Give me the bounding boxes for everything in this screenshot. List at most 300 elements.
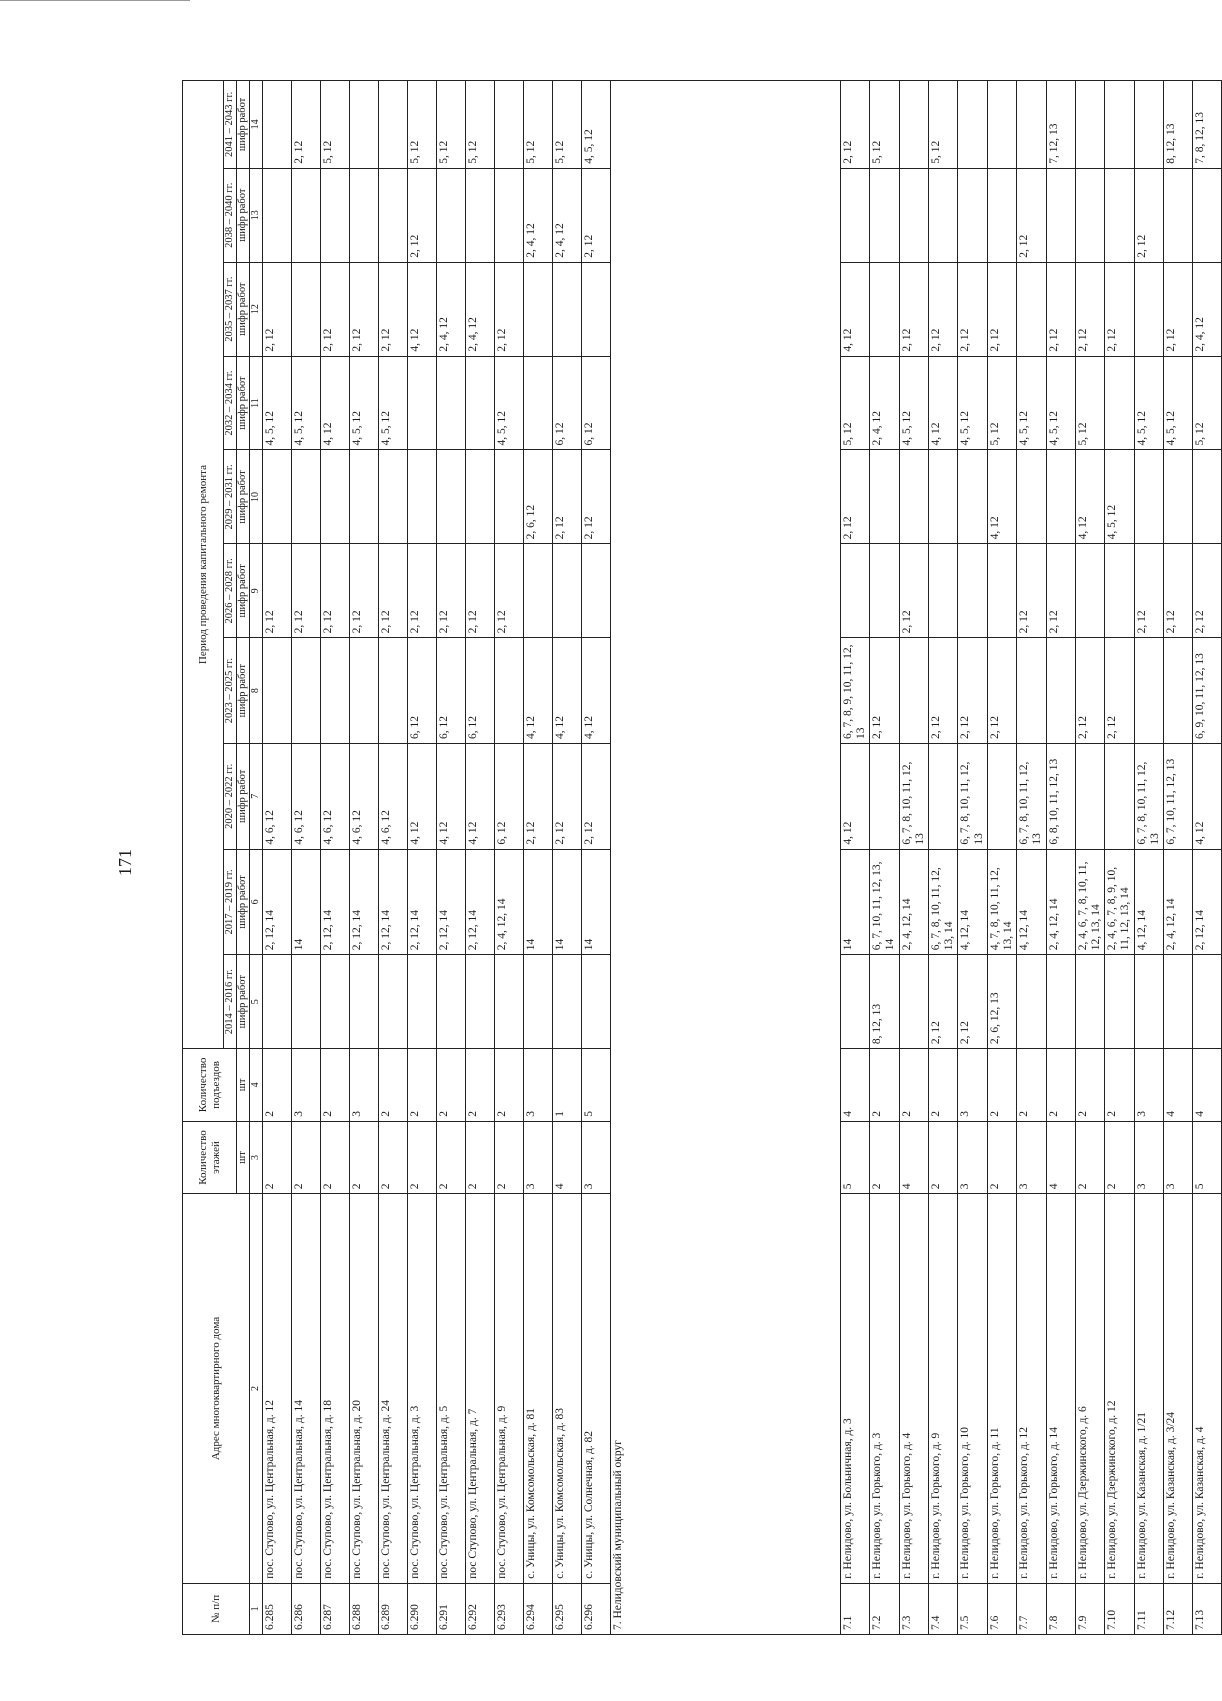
row-work-codes bbox=[840, 544, 869, 638]
row-work-codes: 6, 7, 8, 10, 11, 12, 13 bbox=[958, 743, 987, 849]
row-work-codes: 5, 12 bbox=[523, 81, 552, 169]
row-work-codes: 2, 6, 12 bbox=[523, 450, 552, 544]
row-address: пос. Ступово, ул. Центральная, д. 20 bbox=[349, 1194, 378, 1584]
row-floors: 2 bbox=[1105, 1121, 1134, 1194]
row-work-codes: 4, 5, 12 bbox=[494, 356, 523, 450]
row-work-codes bbox=[987, 81, 1016, 169]
row-work-codes: 4, 5, 12 bbox=[1164, 356, 1193, 450]
row-work-codes: 2, 4, 6, 7, 8, 9, 10, 11, 12, 13, 14 bbox=[1105, 849, 1134, 955]
row-work-codes bbox=[262, 81, 291, 169]
row-work-codes bbox=[465, 356, 494, 450]
row-work-codes: 2, 12 bbox=[840, 81, 869, 169]
row-work-codes: 4, 12 bbox=[840, 262, 869, 356]
table-row bbox=[407, 81, 436, 1635]
header-column-number: 12 bbox=[250, 262, 263, 356]
row-address: г. Нелидово, ул. Горького, д. 10 bbox=[958, 1194, 987, 1584]
header-column-number: 3 bbox=[250, 1121, 263, 1194]
row-address: г. Нелидово, ул. Больничная, д. 3 bbox=[840, 1194, 869, 1584]
header-column-number: 14 bbox=[250, 81, 263, 169]
row-work-codes bbox=[349, 638, 378, 744]
row-work-codes bbox=[407, 955, 436, 1049]
row-work-codes: 2, 12 bbox=[1164, 262, 1193, 356]
row-work-codes: 2, 12 bbox=[581, 743, 610, 849]
header-work-code: шифр работ bbox=[237, 743, 250, 849]
header-column-number: 10 bbox=[250, 450, 263, 544]
row-floors: 4 bbox=[899, 1121, 928, 1194]
row-work-codes bbox=[928, 450, 957, 544]
row-work-codes: 5, 12 bbox=[552, 81, 581, 169]
row-entrances: 4 bbox=[840, 1049, 869, 1122]
row-floors: 2 bbox=[262, 1121, 291, 1194]
row-work-codes: 4, 5, 12 bbox=[1046, 356, 1075, 450]
row-work-codes bbox=[349, 168, 378, 262]
row-entrances: 2 bbox=[928, 1049, 957, 1122]
header-work-code: шифр работ bbox=[237, 955, 250, 1049]
row-address: пос Ступово, ул. Центральная, д. 7 bbox=[465, 1194, 494, 1584]
row-work-codes: 2, 12 bbox=[928, 262, 957, 356]
row-work-codes bbox=[436, 955, 465, 1049]
row-entrances: 2 bbox=[870, 1049, 899, 1122]
row-floors: 3 bbox=[523, 1121, 552, 1194]
row-work-codes: 4, 12 bbox=[1193, 743, 1222, 849]
row-work-codes bbox=[899, 450, 928, 544]
row-work-codes: 6, 7, 8, 10, 11, 12, 13 bbox=[899, 743, 928, 849]
row-work-codes: 2, 12 bbox=[1017, 168, 1046, 262]
row-work-codes bbox=[1193, 955, 1222, 1049]
row-work-codes: 2, 12 bbox=[494, 544, 523, 638]
row-number: 6.293 bbox=[494, 1583, 523, 1634]
header-floors: Количество этажей bbox=[183, 1121, 237, 1194]
row-work-codes: 2, 12 bbox=[581, 168, 610, 262]
table-row bbox=[1193, 81, 1222, 1635]
row-work-codes: 2, 12 bbox=[320, 544, 349, 638]
row-entrances: 3 bbox=[349, 1049, 378, 1122]
row-work-codes: 2, 12 bbox=[958, 955, 987, 1049]
row-work-codes bbox=[1075, 168, 1104, 262]
row-work-codes: 6, 12 bbox=[465, 638, 494, 744]
header-column-number: 6 bbox=[250, 849, 263, 955]
row-floors: 3 bbox=[958, 1121, 987, 1194]
row-work-codes: 6, 12 bbox=[552, 356, 581, 450]
row-work-codes bbox=[523, 356, 552, 450]
row-work-codes: 8, 12, 13 bbox=[870, 955, 899, 1049]
row-work-codes: 6, 7, 8, 10, 11, 12, 13 bbox=[1134, 743, 1163, 849]
row-work-codes: 6, 12 bbox=[494, 743, 523, 849]
row-floors: 2 bbox=[349, 1121, 378, 1194]
row-work-codes bbox=[436, 168, 465, 262]
row-work-codes: 2, 12 bbox=[928, 638, 957, 744]
row-work-codes: 4, 5, 12 bbox=[349, 356, 378, 450]
row-work-codes: 2, 12 bbox=[1105, 262, 1134, 356]
row-work-codes: 2, 12 bbox=[840, 450, 869, 544]
row-floors: 2 bbox=[320, 1121, 349, 1194]
row-work-codes: 4, 12 bbox=[1075, 450, 1104, 544]
row-work-codes: 4, 6, 12 bbox=[320, 743, 349, 849]
row-work-codes: 2, 12 bbox=[1105, 638, 1134, 744]
row-address: г. Нелидово, ул. Горького, д. 4 bbox=[899, 1194, 928, 1584]
row-work-codes bbox=[1105, 544, 1134, 638]
row-entrances: 3 bbox=[291, 1049, 320, 1122]
row-work-codes bbox=[928, 168, 957, 262]
section-title: 7. Нелидовский муниципальный округ bbox=[610, 81, 840, 1635]
row-work-codes bbox=[1046, 955, 1075, 1049]
row-entrances: 2 bbox=[262, 1049, 291, 1122]
row-work-codes: 4, 12 bbox=[436, 743, 465, 849]
row-work-codes: 4, 12 bbox=[407, 262, 436, 356]
row-work-codes: 2, 12 bbox=[1046, 544, 1075, 638]
row-address: пос. Ступово, ул. Центральная, д. 5 bbox=[436, 1194, 465, 1584]
row-work-codes: 2, 4, 12 bbox=[465, 262, 494, 356]
row-floors: 3 bbox=[1134, 1121, 1163, 1194]
header-period-range: 2041 – 2043 гг. bbox=[224, 81, 237, 169]
row-work-codes bbox=[262, 168, 291, 262]
row-number: 6.288 bbox=[349, 1583, 378, 1634]
row-work-codes: 4, 12 bbox=[581, 638, 610, 744]
table-row bbox=[1164, 81, 1193, 1635]
row-work-codes bbox=[378, 168, 407, 262]
row-address: г. Нелидово, ул. Казанская, д. 1/21 bbox=[1134, 1194, 1163, 1584]
row-work-codes: 2, 4, 12 bbox=[1193, 262, 1222, 356]
row-address: г. Нелидово, ул. Дзержинского, д. 12 bbox=[1105, 1194, 1134, 1584]
row-address: г. Нелидово, ул. Казанская, д. 4 bbox=[1193, 1194, 1222, 1584]
row-work-codes: 4, 6, 12 bbox=[262, 743, 291, 849]
row-work-codes bbox=[494, 450, 523, 544]
row-number: 6.290 bbox=[407, 1583, 436, 1634]
row-work-codes bbox=[349, 955, 378, 1049]
row-work-codes bbox=[378, 450, 407, 544]
row-work-codes bbox=[958, 544, 987, 638]
row-work-codes: 2, 12 bbox=[1193, 544, 1222, 638]
row-work-codes: 2, 12 bbox=[928, 955, 957, 1049]
scan-edge-line bbox=[0, 0, 190, 1]
row-work-codes bbox=[899, 638, 928, 744]
row-work-codes: 7, 12, 13 bbox=[1046, 81, 1075, 169]
table-row bbox=[523, 81, 552, 1635]
row-work-codes bbox=[1134, 955, 1163, 1049]
row-work-codes bbox=[378, 955, 407, 1049]
row-work-codes bbox=[840, 168, 869, 262]
row-entrances: 2 bbox=[320, 1049, 349, 1122]
row-work-codes bbox=[928, 743, 957, 849]
row-work-codes: 2, 12, 14 bbox=[378, 849, 407, 955]
row-work-codes bbox=[494, 81, 523, 169]
row-floors: 2 bbox=[407, 1121, 436, 1194]
row-work-codes: 2, 4, 12 bbox=[552, 168, 581, 262]
row-floors: 2 bbox=[465, 1121, 494, 1194]
row-work-codes: 2, 12 bbox=[494, 262, 523, 356]
row-work-codes bbox=[1017, 81, 1046, 169]
row-work-codes bbox=[1017, 955, 1046, 1049]
row-entrances: 4 bbox=[1164, 1049, 1193, 1122]
row-work-codes: 2, 4, 12 bbox=[436, 262, 465, 356]
row-number: 6.291 bbox=[436, 1583, 465, 1634]
header-work-code: шифр работ bbox=[237, 168, 250, 262]
row-number: 7.9 bbox=[1075, 1583, 1104, 1634]
table-row bbox=[291, 81, 320, 1635]
header-column-number: 8 bbox=[250, 638, 263, 744]
row-work-codes: 4, 5, 12 bbox=[1017, 356, 1046, 450]
row-floors: 2 bbox=[378, 1121, 407, 1194]
row-number: 6.292 bbox=[465, 1583, 494, 1634]
header-period-range: 2029 – 2031 гг. bbox=[224, 450, 237, 544]
row-work-codes bbox=[262, 450, 291, 544]
row-number: 6.294 bbox=[523, 1583, 552, 1634]
row-work-codes bbox=[1075, 743, 1104, 849]
row-work-codes: 2, 12, 14 bbox=[407, 849, 436, 955]
row-work-codes: 2, 12 bbox=[899, 262, 928, 356]
row-work-codes bbox=[291, 262, 320, 356]
row-work-codes bbox=[320, 638, 349, 744]
row-number: 6.295 bbox=[552, 1583, 581, 1634]
row-number: 6.285 bbox=[262, 1583, 291, 1634]
row-work-codes bbox=[1017, 450, 1046, 544]
row-work-codes: 2, 12 bbox=[1075, 638, 1104, 744]
row-entrances: 2 bbox=[436, 1049, 465, 1122]
row-work-codes bbox=[320, 168, 349, 262]
header-work-code: шифр работ bbox=[237, 81, 250, 169]
row-number: 6.286 bbox=[291, 1583, 320, 1634]
table-row bbox=[320, 81, 349, 1635]
row-work-codes bbox=[262, 955, 291, 1049]
row-work-codes bbox=[291, 168, 320, 262]
row-work-codes: 4, 12, 14 bbox=[1017, 849, 1046, 955]
table-row bbox=[840, 81, 869, 1635]
row-work-codes: 2, 12 bbox=[1075, 262, 1104, 356]
row-work-codes: 6, 12 bbox=[407, 638, 436, 744]
row-work-codes bbox=[899, 168, 928, 262]
row-work-codes: 2, 12 bbox=[1134, 544, 1163, 638]
header-period: Период проведения капитального ремонта bbox=[183, 81, 224, 1049]
row-work-codes bbox=[407, 356, 436, 450]
row-work-codes: 4, 5, 12 bbox=[958, 356, 987, 450]
row-floors: 4 bbox=[1046, 1121, 1075, 1194]
row-address: с. Уницы, ул. Солнечная, д. 82 bbox=[581, 1194, 610, 1584]
row-work-codes: 2, 12, 14 bbox=[349, 849, 378, 955]
row-work-codes: 2, 12 bbox=[870, 638, 899, 744]
row-work-codes: 4, 6, 12 bbox=[378, 743, 407, 849]
header-period-range: 2035 – 2037 гг. bbox=[224, 262, 237, 356]
table-row bbox=[349, 81, 378, 1635]
row-work-codes: 14 bbox=[581, 849, 610, 955]
row-address: г. Нелидово, ул. Горького, д. 12 bbox=[1017, 1194, 1046, 1584]
row-work-codes: 4, 5, 12 bbox=[1105, 450, 1134, 544]
rotated-table-container bbox=[182, 80, 1222, 1635]
row-work-codes bbox=[291, 450, 320, 544]
row-number: 7.1 bbox=[840, 1583, 869, 1634]
row-entrances: 2 bbox=[378, 1049, 407, 1122]
row-number: 7.2 bbox=[870, 1583, 899, 1634]
row-work-codes bbox=[320, 450, 349, 544]
header-work-code: шифр работ bbox=[237, 638, 250, 744]
row-work-codes bbox=[1046, 450, 1075, 544]
row-address: с. Уницы, ул. Комсомольская, д. 83 bbox=[552, 1194, 581, 1584]
row-work-codes bbox=[958, 450, 987, 544]
row-work-codes: 14 bbox=[840, 849, 869, 955]
row-work-codes bbox=[1134, 638, 1163, 744]
row-work-codes bbox=[1164, 450, 1193, 544]
header-period-range: 2014 – 2016 гг. bbox=[224, 955, 237, 1049]
header-period-range: 2020 – 2022 гг. bbox=[224, 743, 237, 849]
row-work-codes bbox=[870, 544, 899, 638]
row-work-codes: 4, 12 bbox=[928, 356, 957, 450]
row-work-codes: 2, 12 bbox=[1017, 544, 1046, 638]
row-work-codes: 4, 12 bbox=[465, 743, 494, 849]
row-number: 7.3 bbox=[899, 1583, 928, 1634]
header-unit-entrances: шт bbox=[237, 1049, 250, 1122]
header-period-range: 2032 – 2034 гг. bbox=[224, 356, 237, 450]
row-work-codes: 2, 12 bbox=[958, 638, 987, 744]
row-work-codes: 5, 12 bbox=[465, 81, 494, 169]
header-period-range: 2023 – 2025 гг. bbox=[224, 638, 237, 744]
row-work-codes: 5, 12 bbox=[840, 356, 869, 450]
row-work-codes bbox=[523, 955, 552, 1049]
row-work-codes bbox=[1134, 81, 1163, 169]
row-address: пос. Ступово, ул. Центральная, д. 9 bbox=[494, 1194, 523, 1584]
row-work-codes bbox=[1105, 743, 1134, 849]
row-work-codes bbox=[465, 450, 494, 544]
row-address: г. Нелидово, ул. Казанская, д. 3/24 bbox=[1164, 1194, 1193, 1584]
row-address: пос. Ступово, ул. Центральная, д. 12 bbox=[262, 1194, 291, 1584]
header-row-main bbox=[183, 81, 224, 1635]
header-column-number: 1 bbox=[250, 1583, 263, 1634]
row-work-codes bbox=[870, 743, 899, 849]
row-work-codes: 2, 4, 12 bbox=[870, 356, 899, 450]
row-work-codes bbox=[958, 81, 987, 169]
row-work-codes bbox=[1046, 638, 1075, 744]
row-work-codes: 2, 4, 12 bbox=[523, 168, 552, 262]
row-entrances: 2 bbox=[465, 1049, 494, 1122]
row-work-codes bbox=[494, 168, 523, 262]
row-work-codes bbox=[1075, 955, 1104, 1049]
row-work-codes bbox=[1046, 168, 1075, 262]
row-work-codes: 4, 5, 12 bbox=[378, 356, 407, 450]
row-address: г. Нелидово, ул. Горького, д. 11 bbox=[987, 1194, 1016, 1584]
row-number: 7.10 bbox=[1105, 1583, 1134, 1634]
capital-repair-table bbox=[182, 80, 1222, 1635]
row-work-codes: 2, 12 bbox=[407, 168, 436, 262]
row-work-codes: 6, 7, 8, 10, 11, 12, 13 bbox=[1017, 743, 1046, 849]
row-work-codes bbox=[928, 544, 957, 638]
header-entrances: Количество подъездов bbox=[183, 1049, 237, 1122]
row-work-codes: 2, 12 bbox=[581, 450, 610, 544]
row-entrances: 2 bbox=[1105, 1049, 1134, 1122]
row-floors: 4 bbox=[552, 1121, 581, 1194]
row-work-codes bbox=[291, 638, 320, 744]
row-work-codes bbox=[291, 955, 320, 1049]
row-floors: 2 bbox=[928, 1121, 957, 1194]
row-work-codes: 2, 12, 14 bbox=[320, 849, 349, 955]
row-work-codes: 2, 4, 12, 14 bbox=[494, 849, 523, 955]
header-column-number: 2 bbox=[250, 1194, 263, 1584]
row-work-codes bbox=[349, 450, 378, 544]
row-work-codes: 2, 12 bbox=[262, 262, 291, 356]
row-entrances: 2 bbox=[1075, 1049, 1104, 1122]
header-column-number: 7 bbox=[250, 743, 263, 849]
row-work-codes: 6, 7, 10, 11, 12, 13, 14 bbox=[870, 849, 899, 955]
row-work-codes: 4, 5, 12 bbox=[899, 356, 928, 450]
row-work-codes bbox=[870, 450, 899, 544]
row-floors: 2 bbox=[987, 1121, 1016, 1194]
row-work-codes: 2, 12 bbox=[291, 544, 320, 638]
row-address: г. Нелидово, ул. Горького, д. 3 bbox=[870, 1194, 899, 1584]
row-work-codes bbox=[1134, 450, 1163, 544]
section-row bbox=[610, 81, 840, 1635]
row-floors: 5 bbox=[1193, 1121, 1222, 1194]
row-work-codes: 2, 12 bbox=[899, 544, 928, 638]
row-work-codes bbox=[581, 262, 610, 356]
row-work-codes: 5, 12 bbox=[1075, 356, 1104, 450]
row-work-codes: 6, 7, 10, 11, 12, 13 bbox=[1164, 743, 1193, 849]
row-address: г. Нелидово, ул. Дзержинского, д. 6 bbox=[1075, 1194, 1104, 1584]
table-row bbox=[465, 81, 494, 1635]
row-work-codes bbox=[987, 743, 1016, 849]
row-work-codes bbox=[1105, 168, 1134, 262]
row-number: 7.11 bbox=[1134, 1583, 1163, 1634]
row-work-codes: 6, 12 bbox=[581, 356, 610, 450]
row-work-codes bbox=[581, 544, 610, 638]
row-work-codes: 4, 5, 12 bbox=[291, 356, 320, 450]
row-floors: 2 bbox=[494, 1121, 523, 1194]
row-entrances: 3 bbox=[1134, 1049, 1163, 1122]
table-row bbox=[552, 81, 581, 1635]
row-work-codes: 2, 12 bbox=[465, 544, 494, 638]
row-work-codes bbox=[465, 168, 494, 262]
row-work-codes: 2, 12 bbox=[349, 262, 378, 356]
row-address: г. Нелидово, ул. Горького, д. 9 bbox=[928, 1194, 957, 1584]
row-work-codes: 2, 12 bbox=[378, 544, 407, 638]
row-address: пос. Ступово, ул. Центральная, д. 24 bbox=[378, 1194, 407, 1584]
row-work-codes: 2, 12, 14 bbox=[465, 849, 494, 955]
row-work-codes bbox=[436, 450, 465, 544]
row-work-codes bbox=[1105, 955, 1134, 1049]
header-period-range: 2026 – 2028 гг. bbox=[224, 544, 237, 638]
row-work-codes bbox=[407, 450, 436, 544]
row-address: пос. Ступово, ул. Центральная, д. 18 bbox=[320, 1194, 349, 1584]
row-work-codes: 2, 12 bbox=[523, 743, 552, 849]
row-work-codes: 2, 12 bbox=[436, 544, 465, 638]
table-row bbox=[494, 81, 523, 1635]
row-work-codes bbox=[465, 955, 494, 1049]
row-number: 7.12 bbox=[1164, 1583, 1193, 1634]
row-work-codes: 2, 4, 12, 14 bbox=[1046, 849, 1075, 955]
row-work-codes: 6, 9, 10, 11, 12, 13 bbox=[1193, 638, 1222, 744]
row-work-codes: 2, 6, 12, 13 bbox=[987, 955, 1016, 1049]
table-row bbox=[1134, 81, 1163, 1635]
row-work-codes: 7, 8, 12, 13 bbox=[1193, 81, 1222, 169]
row-work-codes: 5, 12 bbox=[1193, 356, 1222, 450]
row-work-codes bbox=[1105, 356, 1134, 450]
row-work-codes: 6, 8, 10, 11, 12, 13 bbox=[1046, 743, 1075, 849]
row-work-codes: 2, 4, 12, 14 bbox=[1164, 849, 1193, 955]
row-work-codes: 5, 12 bbox=[436, 81, 465, 169]
row-work-codes: 8, 12, 13 bbox=[1164, 81, 1193, 169]
row-number: 7.6 bbox=[987, 1583, 1016, 1634]
row-entrances: 5 bbox=[581, 1049, 610, 1122]
row-work-codes: 6, 7, 8, 10, 11, 12, 13, 14 bbox=[928, 849, 957, 955]
row-work-codes: 4, 12 bbox=[523, 638, 552, 744]
row-work-codes bbox=[552, 262, 581, 356]
row-floors: 2 bbox=[291, 1121, 320, 1194]
row-number: 7.5 bbox=[958, 1583, 987, 1634]
row-work-codes bbox=[840, 955, 869, 1049]
row-work-codes bbox=[1075, 544, 1104, 638]
row-floors: 5 bbox=[840, 1121, 869, 1194]
row-work-codes bbox=[1164, 955, 1193, 1049]
row-work-codes: 2, 12 bbox=[552, 743, 581, 849]
row-work-codes: 4, 12 bbox=[407, 743, 436, 849]
header-work-code: шифр работ bbox=[237, 544, 250, 638]
table-body bbox=[262, 81, 1221, 1635]
